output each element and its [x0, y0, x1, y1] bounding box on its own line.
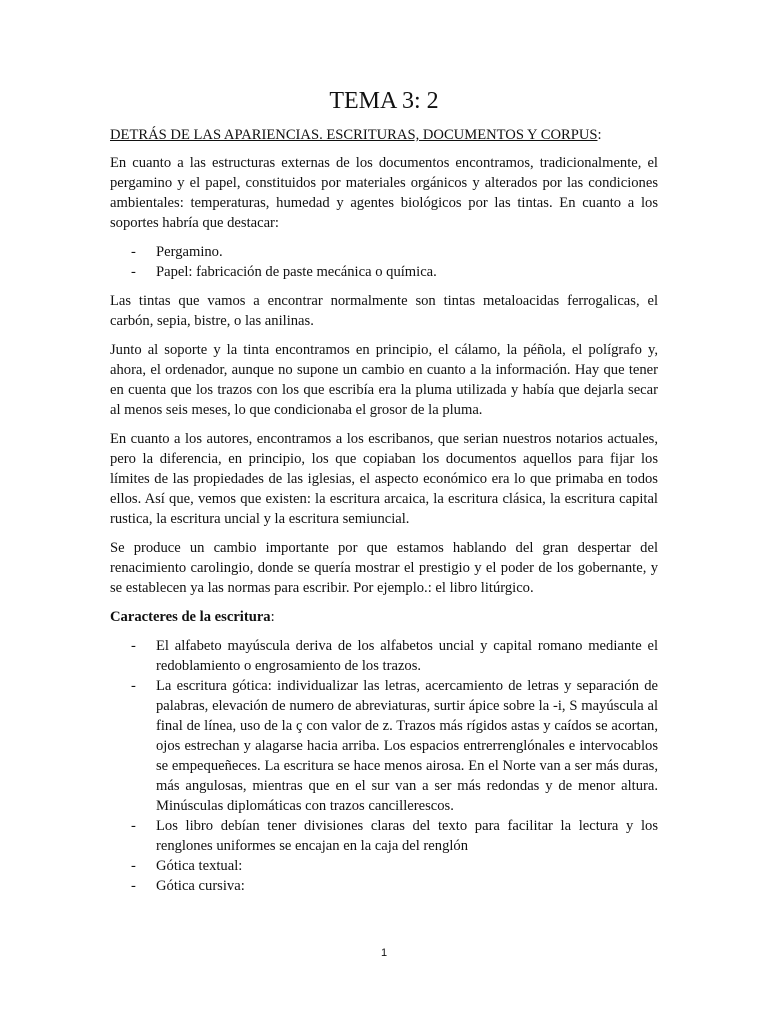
list-dash: -: [131, 638, 136, 654]
cambio-paragraph: Se produce un cambio importante por que estamos hablando del gran despertar del renacimiento carolingio, donde se quería mostrar el prestigio y el poder de los gobernante, y se establecen ya las normas para escribir. Por ejemplo.: el libro litúrgico.: [110, 540, 658, 596]
list-dash: -: [131, 678, 136, 694]
list-item: [110, 876, 658, 896]
caracteres-heading: [110, 607, 658, 627]
list-item-text: La escritura gótica: individualizar las letras, acercamiento de letras y separación de palabras, elevación de numero de abreviaturas, surtir ápice sobre la -i, S mayúscula al final de línea, uso de la ç con valor de z. Trazos más rígidos astas y caídos se acortan, ojos estrechan y alagarse hacia arriba. Los espacios entrerrenglónales e intervocablos se empequeñeces. La escritura se hace menos airosa. En el Norte van a ser más duras, más angulosas, mientras que en el sur van a ser más redondas y de menor altura. Minúsculas diplomáticas con trazos cancillerescos.: [156, 678, 658, 814]
list-dash: -: [131, 244, 136, 260]
supports-list: [110, 242, 658, 282]
autores-paragraph: En cuanto a los autores, encontramos a los escribanos, que serian nuestros notarios actuales, pero la diferencia, en principio, los que copiaban los documentos aquellos para fijar los límites de las propiedades de las iglesias, el aspecto económico era lo que primaba en todos ellos. Así que, vemos que existen: la escritura arcaica, la escritura clásica, la escritura capital rustica, la escritura uncial y la escritura semiuncial.: [110, 431, 658, 527]
section-heading-colon: :: [597, 127, 602, 143]
document-body: [110, 125, 658, 905]
list-item: [110, 636, 658, 676]
list-item: [110, 856, 658, 876]
list-item-text: Gótica textual:: [156, 858, 243, 874]
caracteres-heading-colon: :: [270, 609, 275, 625]
list-item: [110, 816, 658, 856]
section-heading: [110, 125, 658, 145]
list-item: [110, 242, 658, 262]
list-dash: -: [131, 858, 136, 874]
list-item-text: Papel: fabricación de paste mecánica o química.: [156, 264, 437, 280]
soporte-paragraph: Junto al soporte y la tinta encontramos en principio, el cálamo, la péñola, el polígrafo y, ahora, el ordenador, aunque no supone un cambio en cuanto a la información. Hay que tener en cuenta que los trazos con los que escribía era la pluma utilizada y había que dejarla secar al menos seis meses, lo que condicionaba el grosor de la pluma.: [110, 342, 658, 418]
tintas-paragraph: Las tintas que vamos a encontrar normalmente son tintas metaloacidas ferrogalicas, el carbón, sepia, bistre, o las anilinas.: [110, 293, 658, 329]
list-item-text: Gótica cursiva:: [156, 878, 245, 894]
page-number: 1: [380, 947, 388, 959]
list-item-text: Los libro debían tener divisiones claras del texto para facilitar la lectura y los renglones uniformes se encajan en la caja del renglón: [156, 818, 658, 854]
caracteres-heading-text: Caracteres de la escritura: [110, 609, 271, 625]
section-heading-text: DETRÁS DE LAS APARIENCIAS. ESCRITURAS, DOCUMENTOS Y CORPUS: [110, 127, 598, 143]
list-dash: -: [131, 264, 136, 280]
list-item: [110, 262, 658, 282]
document-title: TEMA 3: 2: [329, 88, 439, 114]
list-item-text: Pergamino.: [156, 244, 223, 260]
list-item: [110, 676, 658, 816]
list-dash: -: [131, 818, 136, 834]
list-dash: -: [131, 878, 136, 894]
list-item-text: El alfabeto mayúscula deriva de los alfabetos uncial y capital romano mediante el redoblamiento o engrosamiento de los trazos.: [156, 638, 658, 674]
caracteres-list: [110, 636, 658, 896]
intro-paragraph: En cuanto a las estructuras externas de los documentos encontramos, tradicionalmente, el pergamino y el papel, constituidos por materiales orgánicos y alterados por las condiciones ambientales: temperaturas, humedad y agentes biológicos por las tintas. En cuanto a los soportes habría que destacar:: [110, 155, 658, 231]
